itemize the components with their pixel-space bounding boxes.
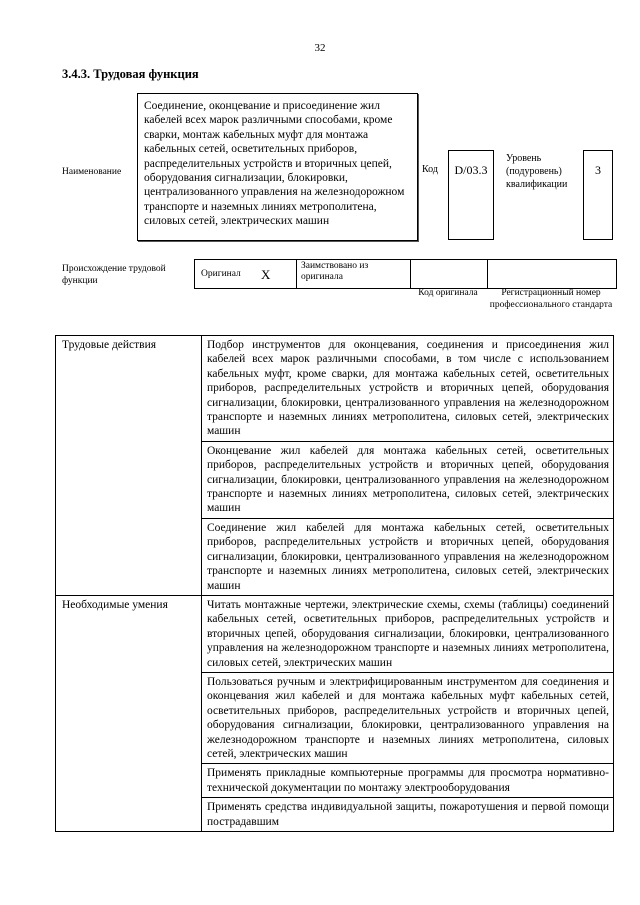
category-cell: Трудовые действия: [56, 336, 202, 596]
section-title: 3.4.3. Трудовая функция: [62, 67, 199, 81]
original-mark: X: [261, 266, 271, 282]
function-name-box: Соединение, оконцевание и присоединение жил кабелей всех марок различными способами, кроме сварки, монтаж кабельных муфт для монтажа кабельных сетей, осветительных приборов, распределительных устройств и вторичных цепей, оборудования сигнализации, блокировки, централизованного управления на железнодорожном транспорте и наземных линиях метрополитена, силовых сетей, электрических машин: [137, 93, 418, 241]
name-label: Наименование: [62, 167, 122, 177]
table-cell: Применять прикладные компьютерные программы для просмотра нормативно-технической документации по монтажу электрооборудования: [202, 764, 614, 798]
original-mark-cell: [260, 260, 297, 289]
code-value: D/03.3: [448, 150, 494, 240]
page-number: 32: [314, 42, 326, 54]
table-cell: Пользоваться ручным и электрифицированным инструментом для соединения и оконцевания жил кабелей и для монтажа кабельных муфт кабельных сетей, осветительных приборов, распределительных устройств и вторичных цепей, оборудования сигнализации, блокировки, централизованного управления на железнодорожном транспорте и наземных линиях метрополитена, силовых сетей, электрических машин: [202, 672, 614, 763]
table-cell: Оконцевание жил кабелей для монтажа кабельных сетей, осветительных приборов, распределительных устройств и вторичных цепей, оборудования сигнализации, блокировки, централизованного управления на железнодорожном транспорте и наземных линиях метрополитена, силовых сетей, электрических машин: [202, 441, 614, 518]
code-label: Код: [422, 164, 438, 175]
level-value: 3: [583, 150, 613, 240]
original-label-cell: [195, 260, 261, 289]
level-label: Уровень (подуровень) квалификации: [506, 153, 568, 190]
borrowed-cell: [297, 260, 411, 289]
reg-number-cell: [488, 260, 617, 289]
table-row: [56, 595, 614, 672]
code-original-label: Код оригинала: [418, 288, 478, 298]
original-label: Оригинал: [201, 268, 241, 279]
category-cell: Необходимые умения: [56, 595, 202, 831]
reg-number-label: Регистрационный номер профессионального стандарта: [489, 288, 613, 310]
origin-table: [194, 259, 617, 289]
table-row: [56, 336, 614, 442]
table-cell: Применять средства индивидуальной защиты, пожаротушения и первой помощи пострадавшим: [202, 798, 614, 832]
code-original-cell: [411, 260, 488, 289]
function-table: [55, 335, 614, 832]
table-cell: Соединение жил кабелей для монтажа кабельных сетей, осветительных приборов, распределительных устройств и вторичных цепей, оборудования сигнализации, блокировки, централизованного управления на железнодорожном транспорте и наземных линиях метрополитена, силовых сетей, электрических машин: [202, 518, 614, 595]
table-cell: Читать монтажные чертежи, электрические схемы, схемы (таблицы) соединений кабельных сетей, осветительных приборов, распределительных устройств и вторичных цепей, оборудования сигнализации, блокировки, централизованного управления на железнодорожном транспорте и наземных линиях метрополитена, силовых сетей, электрических машин: [202, 595, 614, 672]
borrowed-label: Заимствовано из оригинала: [301, 261, 369, 282]
table-cell: Подбор инструментов для оконцевания, соединения и присоединения жил кабелей всех марок различными способами, в том числе с использованием кабельных муфт, кроме сварки, для монтажа кабельных сетей, осветительных приборов, распределительных устройств и вторичных цепей, оборудования сигнализации, блокировки, централизованного управления на железнодорожном транспорте и наземных линиях метрополитена, силовых сетей, электрических машин: [202, 336, 614, 442]
origin-label: Происхождение трудовой функции: [62, 264, 166, 286]
